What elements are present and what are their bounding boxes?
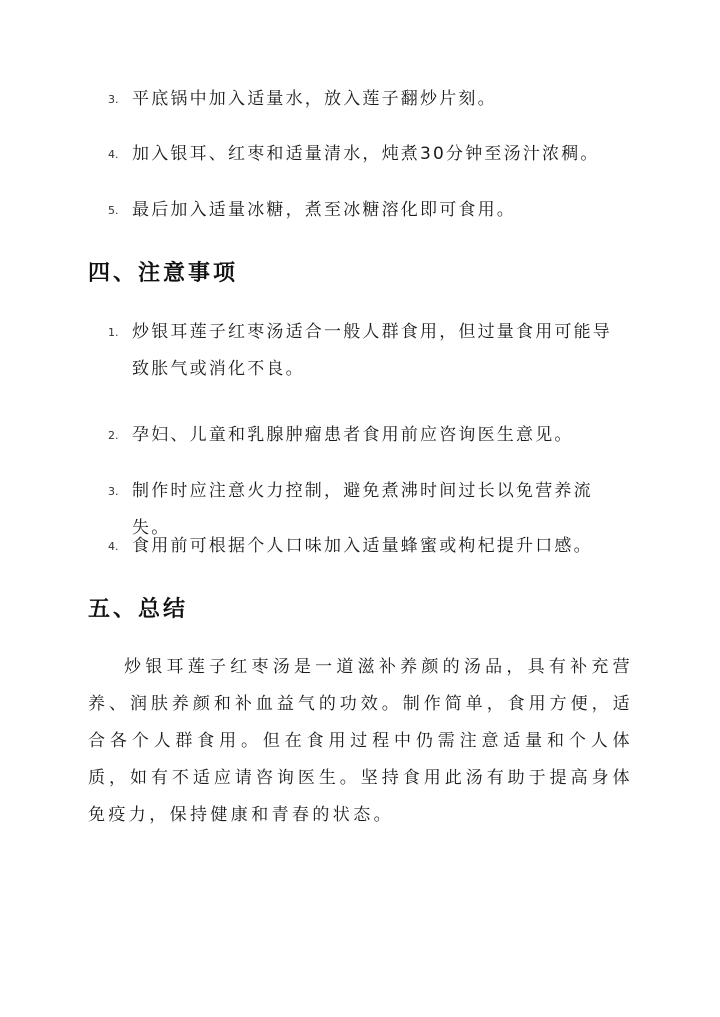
list-item-number: 3. — [108, 485, 119, 498]
list-item-text: 炒银耳莲子红枣汤适合一般人群食用，但过量食用可能导致胀气或消化不良。 — [132, 322, 612, 379]
list-item-number: 2. — [108, 429, 119, 442]
list-item-text: 制作时应注意火力控制，避免煮沸时间过长以免营养流失。 — [132, 481, 593, 538]
list-item — [108, 528, 628, 565]
list-item — [108, 192, 628, 229]
section-heading-notes: 四、注意事项 — [88, 260, 239, 286]
list-item-text: 加入银耳、红枣和适量清水，炖煮30分钟至汤汁浓稠。 — [132, 144, 600, 164]
list-item-text: 食用前可根据个人口味加入适量蜂蜜或枸杞提升口感。 — [132, 536, 593, 556]
list-item-number: 1. — [108, 326, 119, 339]
list-item — [108, 314, 628, 388]
list-item-text: 平底锅中加入适量水，放入莲子翻炒片刻。 — [132, 89, 497, 109]
list-item — [108, 417, 628, 454]
list-item — [108, 81, 628, 118]
section-heading-summary: 五、总结 — [88, 596, 189, 622]
list-item-number: 3. — [108, 93, 119, 106]
list-item-number: 4. — [108, 148, 119, 161]
list-item — [108, 136, 628, 173]
list-item-number: 4. — [108, 540, 119, 553]
list-item-text: 最后加入适量冰糖，煮至冰糖溶化即可食用。 — [132, 200, 516, 220]
summary-paragraph: 炒银耳莲子红枣汤是一道滋补养颜的汤品，具有补充营养、润肤养颜和补血益气的功效。制作简单，食用方便，适合各个人群食用。但在食用过程中仍需注意适量和个人体质，如有不适应请咨询医生。坚持食用此汤有助于提高身体免疫力，保持健康和青春的状态。 — [88, 657, 633, 825]
list-item-number: 5. — [108, 204, 119, 217]
list-item-text: 孕妇、儿童和乳腺肿瘤患者食用前应咨询医生意见。 — [132, 425, 574, 445]
